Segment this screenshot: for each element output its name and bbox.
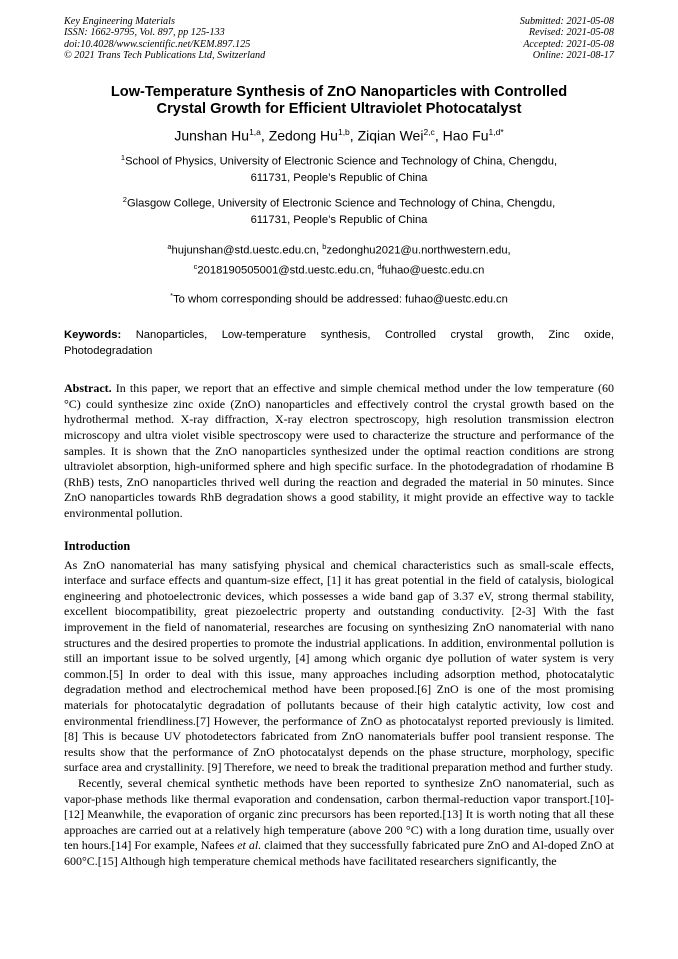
author-sup: 1,b: [337, 126, 350, 137]
author-name: Ziqian Wei: [357, 127, 424, 144]
corresponding-sup: *: [170, 290, 174, 300]
title-line-1: Low-Temperature Synthesis of ZnO Nanoparticles with Controlled: [110, 83, 568, 100]
title-line-2: Crystal Growth for Efficient Ultraviolet Photocatalyst: [156, 101, 522, 118]
journal-info: [64, 16, 265, 62]
affiliation-line: Glasgow College, University of Electronic Science and Technology of China, Chengdu,: [126, 197, 556, 210]
email-sup: a: [167, 242, 172, 252]
paragraph-text: claimed that they successfully fabricated pure ZnO and Al-doped ZnO at 600°C.[15] Although high temperature chemical methods have facilitated researchers significantly, the: [64, 838, 614, 868]
journal-doi[interactable]: doi:10.4028/www.scientific.net/KEM.897.125: [64, 38, 251, 50]
journal-header: [64, 16, 614, 62]
author-sep: ,: [349, 127, 358, 144]
affiliation-line: 611731, People’s Republic of China: [250, 171, 428, 184]
date-online: Online: 2021-08-17: [532, 50, 614, 62]
email-link[interactable]: hujunshan@std.uestc.edu.cn,: [171, 244, 323, 257]
affiliation-1: [64, 150, 614, 186]
author-sup: 1,d*: [488, 126, 504, 137]
author-name: Zedong Hu: [268, 127, 338, 144]
date-revised: Revised: 2021-05-08: [528, 27, 614, 39]
et-al: et al.: [237, 838, 262, 853]
affiliation-sup: 2: [122, 195, 127, 205]
author-sep: ,: [260, 127, 269, 144]
author-name: Hao Fu: [442, 127, 489, 144]
author-sep: ,: [434, 127, 443, 144]
abstract: [64, 381, 614, 521]
email-sup: b: [322, 242, 327, 252]
paragraph-text: Recently, several chemical synthetic methods have been reported to synthesize ZnO nanomaterial, such as vapor-phase methods like thermal evaporation and condensation, carbon thermal-reduction vapor transport.[10]-[12] Meanwhile, the evaporation of organic zinc precursors has been reported.[13] It is worth noting that all these approaches are carried out at a relatively high temperature (above 200 °C) with a long duration time, usually over ten hours.[14] For example, Nafees: [64, 775, 614, 853]
paper-page: [64, 16, 614, 870]
section-heading-introduction: Introduction: [64, 538, 131, 553]
date-submitted: Submitted: 2021-05-08: [519, 16, 614, 27]
email-link[interactable]: fuhao@uestc.edu.cn: [381, 265, 485, 278]
introduction-paragraph-1: As ZnO nanomaterial has many satisfying physical and chemical characteristics such as small-scale effects, interface and surface effects and quantum-size effect, [1] it has great potential in the field of catalysis, biological engineering and photoelectronic devices, which possesses a wide band gap of 3.37 eV, strong thermal stability, excellent biocompatibility, great piezoelectric property and outstanding conductivity. [2-3] With the fast improvement in the field of nanomaterial, researches are focusing on synthesizing ZnO nanomaterial with nano structures and the desired properties to promote the industrial applications. In addition, environmental pollution is still an important issue to be solved urgently, [4] among which organic dye pollution of water system is very common.[5] In order to deal with this issue, many approaches including adsorption method, photocatalytic degradation method and electrochemical method have been proposed.[6] ZnO is one of the most promising materials for photocatalytic degradation of pollutants because of their high catalytic activity, low cost and environmental friendliness.[7] However, the performance of ZnO as photocatalyst reported previously is limited.[8] This is because UV photodetectors fabricated from ZnO nanomaterials buffer pool transient response. The results show that the performance of ZnO photocatalyst depends on the phase structure, morphology, specific surface area and crystallinity. [9] Therefore, we need to break the traditional preparation method and further study.: [64, 557, 614, 775]
date-accepted: Accepted: 2021-05-08: [523, 38, 614, 50]
keywords: [64, 328, 614, 359]
paper-title: [64, 84, 614, 119]
author-emails: [64, 239, 614, 280]
author-name: Junshan Hu: [174, 127, 250, 144]
email-link[interactable]: zedonghu2021@u.northwestern.edu,: [326, 244, 511, 257]
affiliation-line: 611731, People’s Republic of China: [250, 213, 428, 226]
affiliation-sup: 1: [120, 153, 126, 163]
corresponding-author: [64, 288, 614, 308]
submission-dates: [520, 16, 614, 62]
keywords-label: Keywords:: [64, 329, 122, 342]
affiliation-line: School of Physics, University of Electronic Science and Technology of China, Chengdu,: [125, 156, 558, 169]
abstract-text: In this paper, we report that an effective and simple chemical method under the low temperature (60 °C) could synthesize zinc oxide (ZnO) nanoparticles and effectively control the crystal growth based on the hydrothermal method. X-ray diffraction, X-ray electron spectroscopy, high resolution transmission electron microscopy and ultra violet visible spectroscopy were used to characterize the structure and performance of the samples. It is shown that the ZnO nanoparticles synthesized under the optimal reaction conditions are strong ultraviolet absorption, high-uniformed sphere and high specific surface. In the photodegradation of rhodamine B (RhB) tests, ZnO nanoparticles thrived well during the reaction and degraded the material in 50 minutes. Since ZnO nanoparticles towards RhB degradation shows a good stability, it might provide an effective way to tackle environmental pollution.: [64, 381, 614, 521]
email-sup: d: [377, 262, 382, 272]
journal-name: Key Engineering Materials: [64, 16, 175, 27]
corresponding-text: To whom corresponding should be addressed: fuhao@uestc.edu.cn: [173, 293, 508, 306]
introduction-paragraph-2: [64, 776, 614, 870]
affiliation-2: [64, 192, 614, 228]
author-sup: 1,a: [249, 126, 261, 137]
author-sup: 2,c: [423, 126, 435, 137]
abstract-label: Abstract.: [64, 381, 112, 396]
author-list: [64, 123, 614, 145]
keywords-text: Nanoparticles, Low-temperature synthesis, Controlled crystal growth, Zinc oxide, Photodegradation: [64, 329, 614, 357]
email-sup: c: [193, 262, 198, 272]
journal-copyright: © 2021 Trans Tech Publications Ltd, Switzerland: [64, 50, 266, 62]
journal-issn: ISSN: 1662-9795, Vol. 897, pp 125-133: [64, 27, 225, 39]
email-link[interactable]: 2018190505001@std.uestc.edu.cn,: [197, 265, 378, 278]
